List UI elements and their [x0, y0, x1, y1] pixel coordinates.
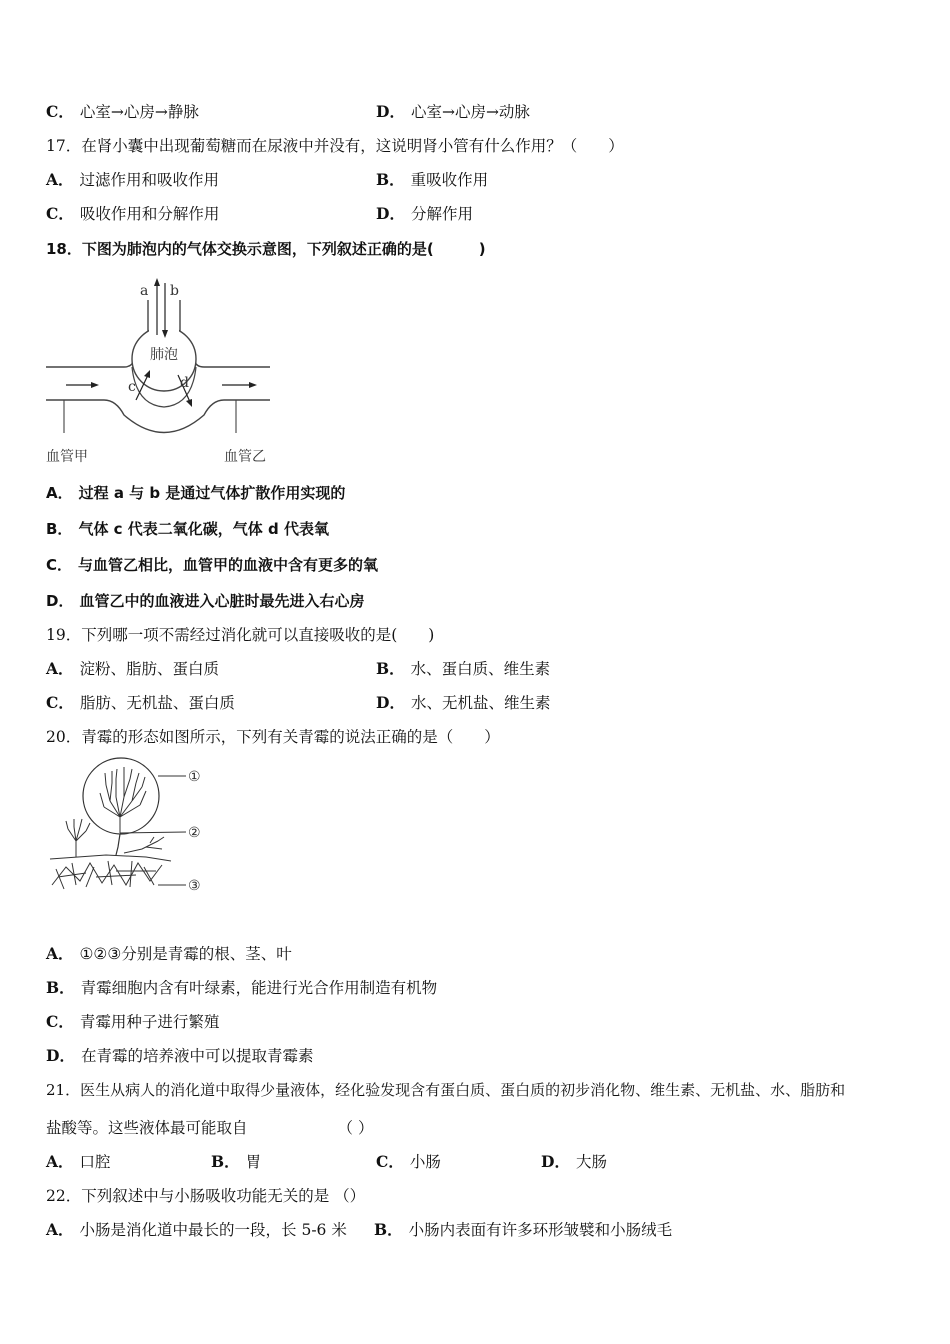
q17-option-c: C． 吸收作用和分解作用: [46, 204, 220, 223]
q18-option-d: D． 血管乙中的血液进入心脏时最先进入右心房: [46, 592, 365, 610]
q19-stem: 19．下列哪一项不需经过消化就可以直接吸收的是( ): [46, 626, 435, 644]
q21-stem-line2: 盐酸等。这些液体最可能取自 （ ）: [46, 1119, 374, 1137]
q21-option-a: A． 口腔: [46, 1152, 111, 1171]
q22-option-a: A． 小肠是消化道中最长的一段，长 5-6 米: [46, 1220, 347, 1239]
q19-option-b: B． 水、蛋白质、维生素: [376, 659, 551, 678]
label-c: c: [128, 379, 136, 395]
q22-stem: 22．下列叙述中与小肠吸收功能无关的是 （）: [46, 1187, 366, 1205]
q16-option-d: D． 心室→心房→动脉: [376, 102, 530, 121]
q20-option-c: C． 青霉用种子进行繁殖: [46, 1012, 220, 1031]
q18-option-a: A． 过程 a 与 b 是通过气体扩散作用实现的: [46, 484, 346, 502]
vessel-left-label: 血管甲: [46, 449, 88, 465]
penicillium-figure: [46, 757, 216, 902]
q18-option-b: B． 气体 c 代表二氧化碳，气体 d 代表氧: [46, 520, 329, 538]
q20-option-a: A． ①②③分别是青霉的根、茎、叶: [46, 944, 292, 963]
alveolus-gas-exchange-figure: [44, 275, 274, 470]
q22-option-b: B． 小肠内表面有许多环形皱襞和小肠绒毛: [374, 1220, 673, 1239]
label-a: a: [140, 283, 149, 299]
alveolus-label: 肺泡: [150, 347, 178, 363]
q20-option-b: B． 青霉细胞内含有叶绿素，能进行光合作用制造有机物: [46, 978, 438, 997]
q21-stem-line1: 21．医生从病人的消化道中取得少量液体，经化验发现含有蛋白质、蛋白质的初步消化物、维生素、无机盐、水、脂肪和: [46, 1081, 846, 1099]
label-d: d: [180, 375, 189, 391]
marker-1: ①: [188, 769, 201, 785]
q19-option-c: C． 脂肪、无机盐、蛋白质: [46, 693, 235, 712]
q19-option-d: D． 水、无机盐、维生素: [376, 693, 551, 712]
q18-stem: 18．下图为肺泡内的气体交换示意图，下列叙述正确的是( ): [46, 240, 486, 258]
q17-option-b: B． 重吸收作用: [376, 170, 489, 189]
q21-option-d: D． 大肠: [541, 1152, 607, 1171]
q21-option-b: B． 胃: [211, 1152, 262, 1171]
q21-option-c: C． 小肠: [376, 1152, 441, 1171]
q17-option-a: A． 过滤作用和吸收作用: [46, 170, 220, 189]
q17-stem: 17．在肾小囊中出现葡萄糖而在尿液中并没有，这说明肾小管有什么作用？（ ）: [46, 137, 624, 155]
q20-stem: 20．青霉的形态如图所示，下列有关青霉的说法正确的是（ ）: [46, 728, 500, 746]
vessel-right-label: 血管乙: [224, 449, 266, 465]
label-b: b: [170, 283, 179, 299]
marker-2: ②: [188, 825, 201, 841]
q19-option-a: A． 淀粉、脂肪、蛋白质: [46, 659, 220, 678]
q17-option-d: D． 分解作用: [376, 204, 473, 223]
q18-option-c: C． 与血管乙相比，血管甲的血液中含有更多的氧: [46, 556, 379, 574]
q16-option-c: C． 心室→心房→静脉: [46, 102, 199, 121]
q20-option-d: D． 在青霉的培养液中可以提取青霉素: [46, 1046, 314, 1065]
marker-3: ③: [188, 878, 201, 894]
